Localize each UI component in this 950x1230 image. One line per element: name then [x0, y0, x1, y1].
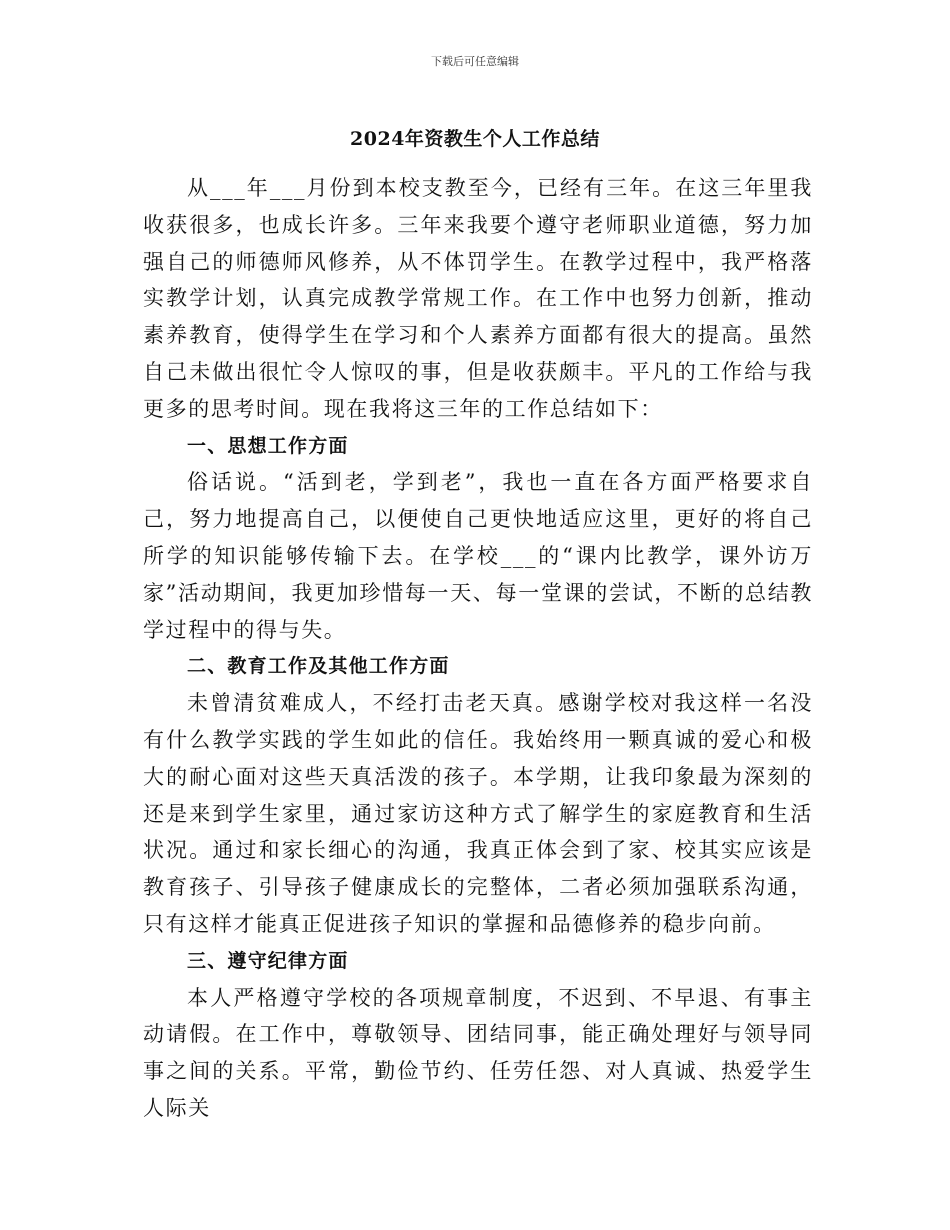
intro-paragraph: 从___年___月份到本校支教至今，已经有三年。在这三年里我收获很多，也成长许多。三年来我要个遵守老师职业道德，努力加强自己的师德师风修养，从不体罚学生。在教学过程中，我严格落实教学计划，认真完成教学常规工作。在工作中也努力创新，推动素养教育，使得学生在学习和个人素养方面都有很大的提高。虽然自己未做出很忙令人惊叹的事，但是收获颇丰。平凡的工作给与我更多的思考时间。现在我将这三年的工作总结如下： [143, 176, 813, 421]
section-heading-discipline: 三、遵守纪律方面 [187, 949, 349, 972]
section-heading-thought: 一、思想工作方面 [187, 434, 349, 457]
thought-paragraph: 俗话说。“活到老，学到老”，我也一直在各方面严格要求自己，努力地提高自己，以便使自己更快地适应这里，更好的将自己所学的知识能够传输下去。在学校___的“课内比教学，课外访万家”活动期间，我更加珍惜每一天、每一堂课的尝试，不断的总结教学过程中的得与失。 [143, 470, 813, 642]
document-body [143, 170, 813, 1127]
education-paragraph: 未曾清贫难成人，不经打击老天真。感谢学校对我这样一名没有什么教学实践的学生如此的信任。我始终用一颗真诚的爱心和极大的耐心面对这些天真活泼的孩子。本学期，让我印象最为深刻的还是来到学生家里，通过家访这种方式了解学生的家庭教育和生活状况。通过和家长细心的沟通，我真正体会到了家、校其实应该是教育孩子、引导孩子健康成长的完整体，二者必须加强联系沟通，只有这样才能真正促进孩子知识的掌握和品德修养的稳步向前。 [143, 691, 813, 936]
header-note: 下载后可任意编辑 [431, 55, 519, 68]
document-title: 2024年资教生个人工作总结 [350, 128, 600, 150]
section-heading-education: 二、教育工作及其他工作方面 [187, 655, 450, 678]
discipline-paragraph: 本人严格遵守学校的各项规章制度，不迟到、不早退、有事主动请假。在工作中，尊敬领导、团结同事，能正确处理好与领导同事之间的关系。平常，勤俭节约、任劳任怨、对人真诚、热爱学生人际关 [143, 985, 813, 1120]
